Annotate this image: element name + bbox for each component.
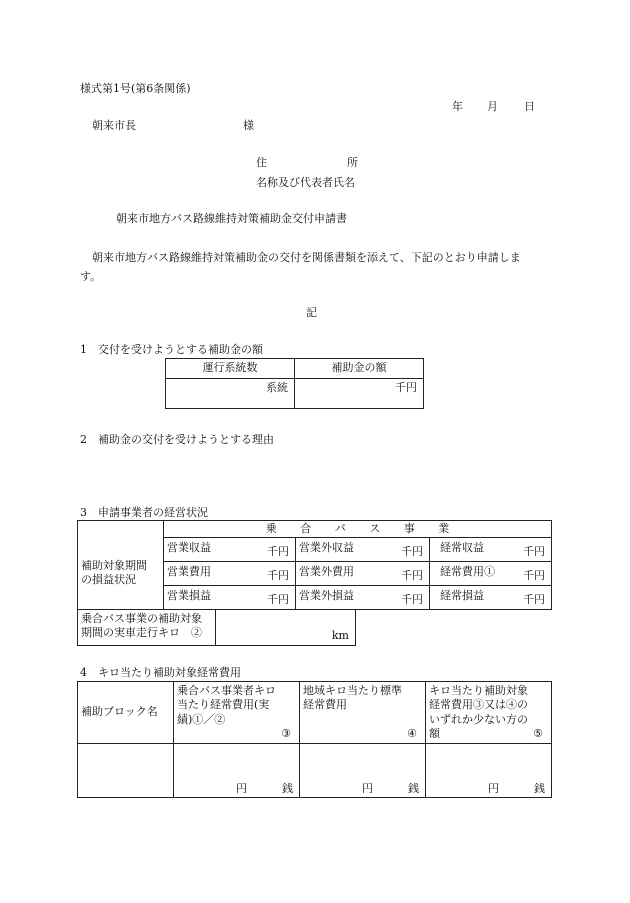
group-char-2: 合 [300, 521, 312, 535]
unit-thousand-yen: 千円 [401, 568, 423, 582]
section4-heading: 4 キロ当たり補助対象経常費用 [80, 666, 241, 679]
unit-thousand-yen: 千円 [267, 592, 289, 606]
yen-label: 円 [236, 782, 247, 795]
profit-loss-label [78, 538, 164, 610]
profit-loss-label-1: 補助対象期間 [81, 558, 147, 572]
section3-heading: 3 申請事業者の経営状況 [80, 506, 208, 519]
label-ordinary-revenue: 経常収益 [440, 541, 484, 554]
unit-thousand-yen: 千円 [523, 544, 546, 558]
sen-label: 銭 [534, 782, 545, 795]
col1-number: ③ [281, 726, 291, 740]
col-standard-cost [300, 682, 426, 744]
col2-number: ④ [407, 726, 417, 740]
unit-thousand-yen: 千円 [267, 568, 289, 582]
col3-line1: キロ当たり補助対象 [429, 684, 528, 697]
applicant-address-b: 所 [347, 156, 358, 169]
subsidy-cost-cell[interactable] [426, 744, 552, 798]
section2-heading: 2 補助金の交付を受けようとする理由 [80, 433, 274, 446]
col1-line1: 乗合バス事業者キロ [177, 684, 276, 697]
sen-label: 銭 [408, 782, 419, 795]
date-day: 日 [524, 100, 535, 113]
col1-line3: 績)①／② [177, 712, 226, 726]
cell-non-operating-revenue[interactable] [296, 538, 430, 562]
block-name-cell[interactable] [78, 744, 174, 798]
km-label-2: 期間の実車走行キロ ② [81, 626, 202, 640]
body-text-2: す。 [80, 270, 102, 283]
label-operating-profit-loss: 営業損益 [167, 589, 211, 602]
col2-line2: 経常費用 [303, 698, 347, 712]
applicant-address-a: 住 [256, 156, 267, 169]
col-operator-cost [174, 682, 300, 744]
col3-line4: 額 [429, 726, 440, 740]
cell-non-operating-profit-loss[interactable] [296, 586, 430, 610]
col2-line1: 地域キロ当たり標準 [303, 684, 402, 697]
km-label [78, 610, 216, 646]
group-header-bus [164, 521, 552, 538]
cell-ordinary-expense[interactable] [430, 562, 552, 586]
label-operating-revenue: 営業収益 [167, 541, 211, 554]
document-title: 朝来市地方バス路線維持対策補助金交付申請書 [116, 212, 347, 225]
km-label-1: 乗合バス事業の補助対象 [81, 612, 202, 625]
unit-thousand-yen: 千円 [523, 592, 546, 606]
km-blank [356, 610, 552, 646]
cell-ordinary-profit-loss[interactable] [430, 586, 552, 610]
group-char-6: 業 [438, 521, 450, 535]
subsidy-amount-table [165, 358, 424, 409]
cell-operating-profit-loss[interactable] [164, 586, 296, 610]
col3-line3: いずれか少ない方の [429, 712, 528, 726]
operator-cost-cell[interactable] [174, 744, 300, 798]
group-char-5: 事 [403, 521, 415, 535]
unit-thousand-yen: 千円 [395, 381, 417, 394]
addressee-name: 朝来市長 [92, 119, 136, 132]
col3-line2: 経常費用③又は④の [429, 698, 528, 712]
profit-loss-label-2: の損益状況 [81, 573, 136, 587]
section1-heading: 1 交付を受けようとする補助金の額 [80, 343, 263, 356]
sen-label: 銭 [282, 782, 293, 795]
unit-routes: 系統 [266, 381, 288, 394]
label-ordinary-profit-loss: 経常損益 [440, 589, 484, 602]
applicant-name: 名称及び代表者氏名 [256, 176, 355, 189]
cell-operating-expense[interactable] [164, 562, 296, 586]
header-subsidy-amount: 補助金の額 [295, 359, 424, 379]
ki-mark: 記 [306, 306, 317, 319]
unit-thousand-yen: 千円 [523, 568, 546, 582]
col1-line2: 当たり経常費用(実 [177, 698, 270, 712]
group-char-3: バ [334, 521, 346, 535]
unit-thousand-yen: 千円 [267, 544, 289, 558]
label-operating-expense: 営業費用 [167, 565, 211, 578]
date-month: 月 [487, 100, 498, 113]
group-char-4: ス [369, 521, 381, 535]
cell-ordinary-revenue[interactable] [430, 538, 552, 562]
col3-number: ⑤ [533, 726, 543, 740]
header-route-count: 運行系統数 [166, 359, 295, 379]
date-year: 年 [452, 100, 463, 113]
unit-km: km [331, 628, 349, 642]
cell-non-operating-expense[interactable] [296, 562, 430, 586]
yen-label: 円 [362, 782, 373, 795]
standard-cost-cell[interactable] [300, 744, 426, 798]
business-status-table [77, 520, 552, 646]
label-non-operating-expense: 営業外費用 [299, 565, 354, 578]
addressee-honorific: 様 [243, 119, 254, 132]
unit-thousand-yen: 千円 [401, 592, 423, 606]
yen-label: 円 [488, 782, 499, 795]
col-subsidy-cost [426, 682, 552, 744]
route-count-cell[interactable] [166, 379, 295, 409]
label-non-operating-profit-loss: 営業外損益 [299, 589, 354, 602]
unit-thousand-yen: 千円 [401, 544, 423, 558]
subsidy-amount-cell[interactable] [295, 379, 424, 409]
block-name-label: 補助ブロック名 [78, 682, 174, 744]
form-number: 様式第1号(第6条関係) [80, 82, 191, 95]
label-non-operating-revenue: 営業外収益 [299, 541, 354, 554]
empty-corner [78, 521, 164, 538]
cell-operating-revenue[interactable] [164, 538, 296, 562]
group-char-1: 乗 [265, 521, 277, 535]
km-value-cell[interactable] [216, 610, 356, 646]
per-km-cost-table [77, 681, 552, 798]
label-ordinary-expense: 経常費用① [440, 565, 495, 578]
body-text-1: 朝来市地方バス路線維持対策補助金の交付を関係書類を添えて、下記のとおり申請しま [92, 251, 521, 264]
